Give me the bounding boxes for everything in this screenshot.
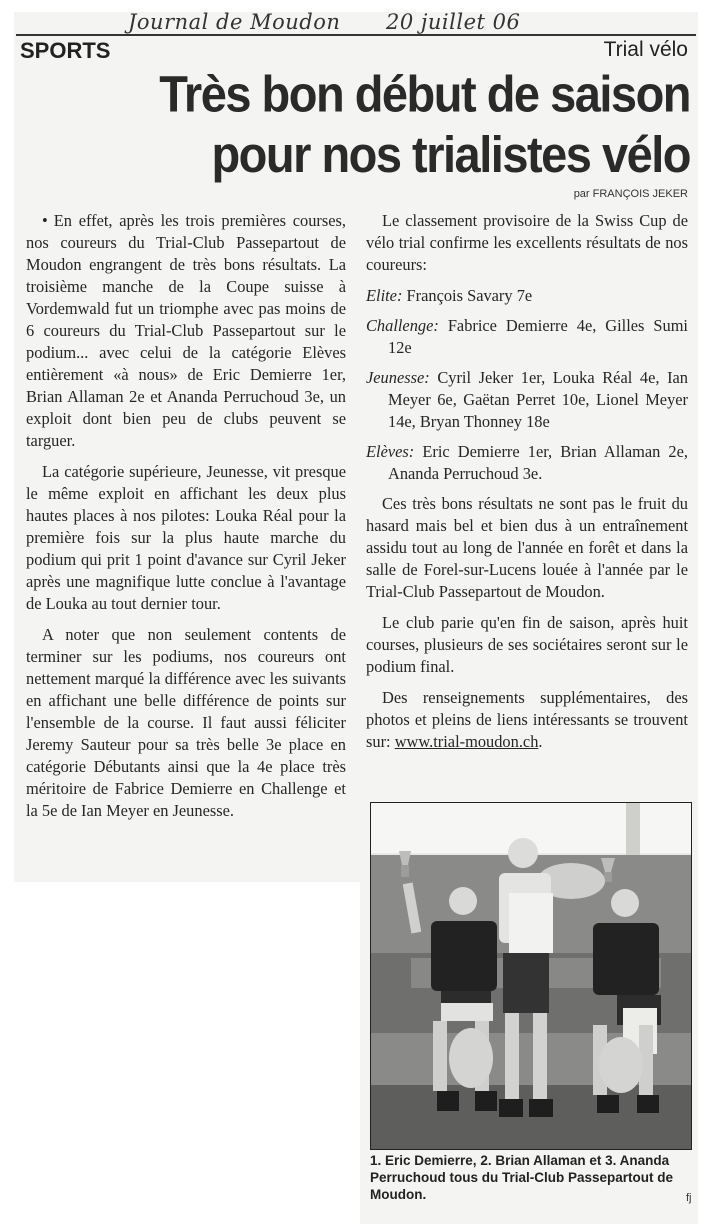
handwritten-source: Journal de Moudon [128,10,341,34]
paragraph-info [366,687,688,753]
handwritten-date: 20 juillet 06 [386,10,521,34]
headline-line-1: Très bon début de saison [159,65,690,123]
rubric-label: Trial vélo [603,38,688,61]
podium-photo-illustration [371,803,691,1149]
section-label: SPORTS [20,38,111,63]
podium-photo [370,802,692,1150]
result-elite [366,285,688,307]
result-text: Cyril Jeker 1er, Louka Réal 4e, Ian Meyer 6e, Gaëtan Perret 10e, Lionel Meyer 14e, Bryan Thonney 18e [388,368,688,431]
result-text: François Savary 7e [406,286,533,305]
photo-credit-initials: fj [686,1192,692,1204]
result-jeunesse [366,367,688,433]
bullet-icon: • [42,211,48,230]
paragraph-2: La catégorie supérieure, Jeunesse, vit presque le même exploit en affichant les deux plus hautes places à nos pilotes: Louka Réal pour la première fois sur la plus haute marche du podium qui prit 1 point d'avance sur Cyril Jeker après une magnifique lutte conclue à l'avantage de Louka au tout dernier tour. [26,462,346,613]
result-challenge [366,315,688,359]
top-rule [16,34,696,36]
paragraph-training: Ces très bons résultats ne sont pas le fruit du hasard mais bel et bien dus à un entraînement assidu tout au long de l'année en forêt et dans la salle de Forel-sur-Lucens louée à l'année par le Trial-Club Passepartout de Moudon. [366,494,688,601]
photo-caption: 1. Eric Demierre, 2. Brian Allaman et 3. Ananda Perruchoud tous du Trial-Club Passepartout de Moudon. [370,1153,674,1202]
paragraph-3: A noter que non seulement contents de terminer sur les podiums, nos coureurs ont nettement marqué la différence avec les suivants en affichant une belle différence de points sur l'ensemble de la course. Il faut aussi féliciter Jeremy Sauteur pour sa très belle 3e place en catégorie Débutants ainsi que la 4e place très méritoire de Fabrice Demierre en Challenge et la 5e de Ian Meyer en Jeunesse. [26,625,346,820]
result-category: Challenge: [366,316,439,335]
result-category: Elite: [366,286,403,305]
paragraph-final: Le club parie qu'en fin de saison, après huit courses, plusieurs de ses sociétaires seront sur le podium final. [366,613,688,676]
standings-intro: Le classement provisoire de la Swiss Cup de vélo trial confirme les excellents résultats de nos coureurs: [366,211,688,274]
result-eleves [366,441,688,485]
paragraph-1-text: En effet, après les trois premières courses, nos coureurs du Trial-Club Passepartout de Moudon engrangent de très bons résultats. La troisième manche de la Coupe suisse à Vordemwald fut un triomphe avec pas moins de 6 coureurs du Trial-Club Passepartout sur le podium... avec celui de la catégorie Elèves entièrement «à nous» de Eric Demierre 1er, Brian Allaman 2e et Ananda Perruchoud 3e, un exploit dont bien peu de clubs peuvent se targuer. [26,211,346,450]
website-link[interactable]: www.trial-moudon.ch [394,732,539,751]
right-column [366,210,688,762]
clipping-cutout [14,882,360,1224]
result-category: Jeunesse: [366,368,430,387]
paragraph-1 [26,210,346,452]
info-period: . [538,732,543,751]
result-text: Fabrice Demierre 4e, Gilles Sumi 12e [388,316,688,357]
info-text: Des renseignements supplémentaires, des photos et pleins de liens intéressants se trouvent sur: [366,688,688,751]
result-category: Elèves: [366,442,415,461]
result-text: Eric Demierre 1er, Brian Allaman 2e, Ananda Perruchoud 3e. [388,442,688,483]
left-column [26,210,346,831]
byline: par FRANÇOIS JEKER [573,188,688,200]
headline-line-2: pour nos trialistes vélo [211,125,690,183]
headline [20,64,690,185]
